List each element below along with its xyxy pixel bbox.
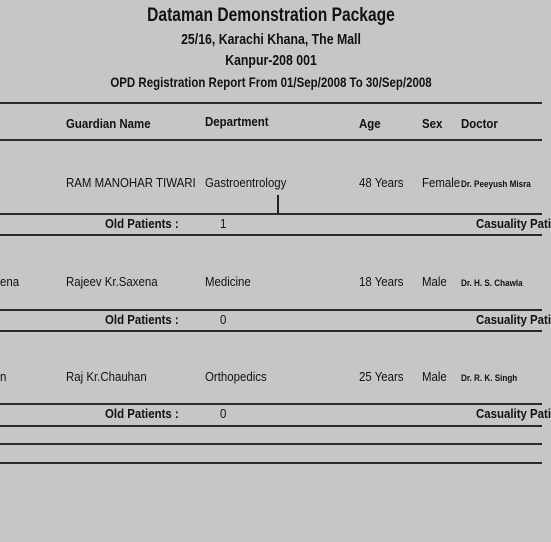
address-line-2: Kanpur-208 001	[225, 52, 317, 69]
header-top-rule	[0, 102, 542, 104]
record-2-casualty-label: Casuality Pati	[476, 312, 551, 327]
footer-rule-2	[0, 462, 542, 464]
record-1-guardian: RAM MANOHAR TIWARI	[66, 175, 196, 190]
record-2-rule	[0, 309, 542, 311]
record-2-sex: Male	[422, 274, 447, 289]
record-1-doctor: Dr. Peeyush Misra	[461, 179, 531, 189]
record-2-age: 18 Years	[359, 274, 404, 289]
record-1-old-patients-label: Old Patients :	[105, 216, 179, 231]
record-2-name-fragment: ena	[0, 274, 20, 289]
record-2-bottom-rule	[0, 330, 542, 332]
record-1-bottom-rule	[0, 234, 542, 236]
record-3-old-patients-value: 0	[220, 406, 227, 421]
record-3-old-patients-label: Old Patients :	[105, 406, 179, 421]
record-1-age: 48 Years	[359, 175, 404, 190]
record-3-department: Orthopedics	[205, 369, 267, 384]
record-3-guardian: Raj Kr.Chauhan	[66, 369, 147, 384]
record-1-sex: Female	[422, 175, 461, 190]
report-title: Dataman Demonstration Package	[147, 5, 395, 26]
address-line-1: 25/16, Karachi Khana, The Mall	[181, 31, 361, 48]
record-2-department: Medicine	[205, 274, 251, 289]
record-2-old-patients-label: Old Patients :	[105, 312, 179, 327]
record-2-old-patients-value: 0	[220, 312, 227, 327]
record-3-name-fragment: n	[0, 369, 7, 384]
record-3-sex: Male	[422, 369, 447, 384]
col-department: Department	[205, 114, 269, 129]
col-age: Age	[359, 116, 381, 131]
record-3-doctor: Dr. R. K. Singh	[461, 373, 518, 383]
col-sex: Sex	[422, 116, 443, 131]
record-3-age: 25 Years	[359, 369, 404, 384]
col-doctor: Doctor	[461, 116, 498, 131]
footer-rule-1	[0, 443, 542, 445]
header-bottom-rule	[0, 139, 542, 141]
report-subtitle: OPD Registration Report From 01/Sep/2008 To 30/Sep/2008	[110, 74, 432, 90]
record-3-rule	[0, 403, 542, 405]
record-1-old-patients-value: 1	[220, 216, 227, 231]
record-1-casualty-label: Casuality Pati	[476, 216, 551, 231]
record-3-bottom-rule	[0, 425, 542, 427]
record-1-rule	[0, 213, 542, 215]
text-cursor	[277, 195, 279, 214]
col-guardian-name: Guardian Name	[66, 116, 151, 131]
record-2-guardian: Rajeev Kr.Saxena	[66, 274, 158, 289]
record-3-casualty-label: Casuality Pati	[476, 406, 551, 421]
record-1-department: Gastroentrology	[205, 175, 287, 190]
record-2-doctor: Dr. H. S. Chawla	[461, 278, 523, 288]
